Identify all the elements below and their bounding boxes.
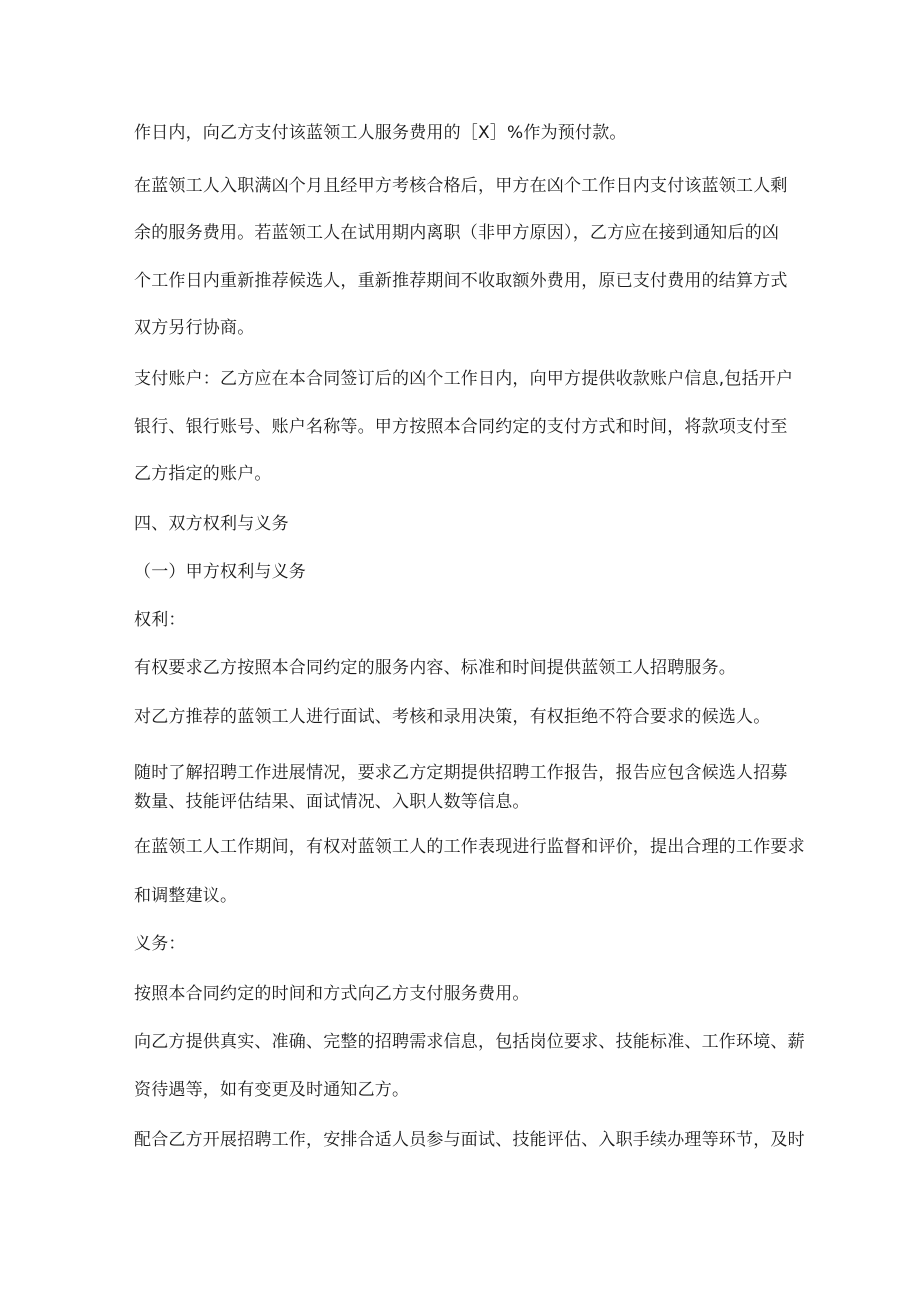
section-heading: 四、双方权利与义务	[134, 514, 289, 534]
text-line-22: 配合乙方开展招聘工作，安排合适人员参与面试、技能评估、入职手续办理等环节，及时	[134, 1130, 805, 1150]
text-line-20: 向乙方提供真实、准确、完整的招聘需求信息，包括岗位要求、技能标准、工作环境、薪	[134, 1032, 805, 1052]
subsection-heading: （一）甲方权利与义务	[134, 562, 306, 582]
obligations-label: 义务：	[134, 934, 186, 954]
text-line-17: 和调整建议。	[134, 886, 238, 906]
text-line-16: 在蓝领工人工作期间，有权对蓝领工人的工作表现进行监督和评价，提出合理的工作要求	[134, 837, 805, 857]
text-line-12: 有权要求乙方按照本合同约定的服务内容、标准和时间提供蓝领工人招聘服务。	[134, 658, 736, 678]
text-line-6: 支付账户：乙方应在本合同签订后的凶个工作日内，向甲方提供收款账户信息,包括开户	[134, 369, 794, 389]
text-line-21: 资待遇等，如有变更及时通知乙方。	[134, 1080, 410, 1100]
text-line-8: 乙方指定的账户。	[134, 464, 272, 484]
text-line-2: 在蓝领工人入职满凶个月且经甲方考核合格后，甲方在凶个工作日内支付该蓝领工人剩	[134, 176, 788, 196]
rights-label: 权利：	[134, 610, 186, 630]
text-line-19: 按照本合同约定的时间和方式向乙方支付服务费用。	[134, 984, 530, 1004]
text-line-3: 余的服务费用。若蓝领工人在试用期内离职（非甲方原因），乙方应在接到通知后的凶	[134, 223, 780, 243]
text-line-7: 银行、银行账号、账户名称等。甲方按照本合同约定的支付方式和时间，将款项支付至	[134, 417, 788, 437]
text-line-4: 个工作日内重新推荐候选人，重新推荐期间不收取额外费用，原已支付费用的结算方式	[134, 271, 788, 291]
text-line-5: 双方另行协商。	[134, 318, 255, 338]
text-line-14: 随时了解招聘工作进展情况，要求乙方定期提供招聘工作报告，报告应包含候选人招募	[134, 763, 788, 783]
text-line-1: 作日内，向乙方支付该蓝领工人服务费用的［X］%作为预付款。	[134, 123, 627, 143]
text-line-15: 数量、技能评估结果、面试情况、入职人数等信息。	[134, 792, 530, 812]
text-line-13: 对乙方推荐的蓝领工人进行面试、考核和录用决策，有权拒绝不符合要求的候选人。	[134, 707, 771, 727]
